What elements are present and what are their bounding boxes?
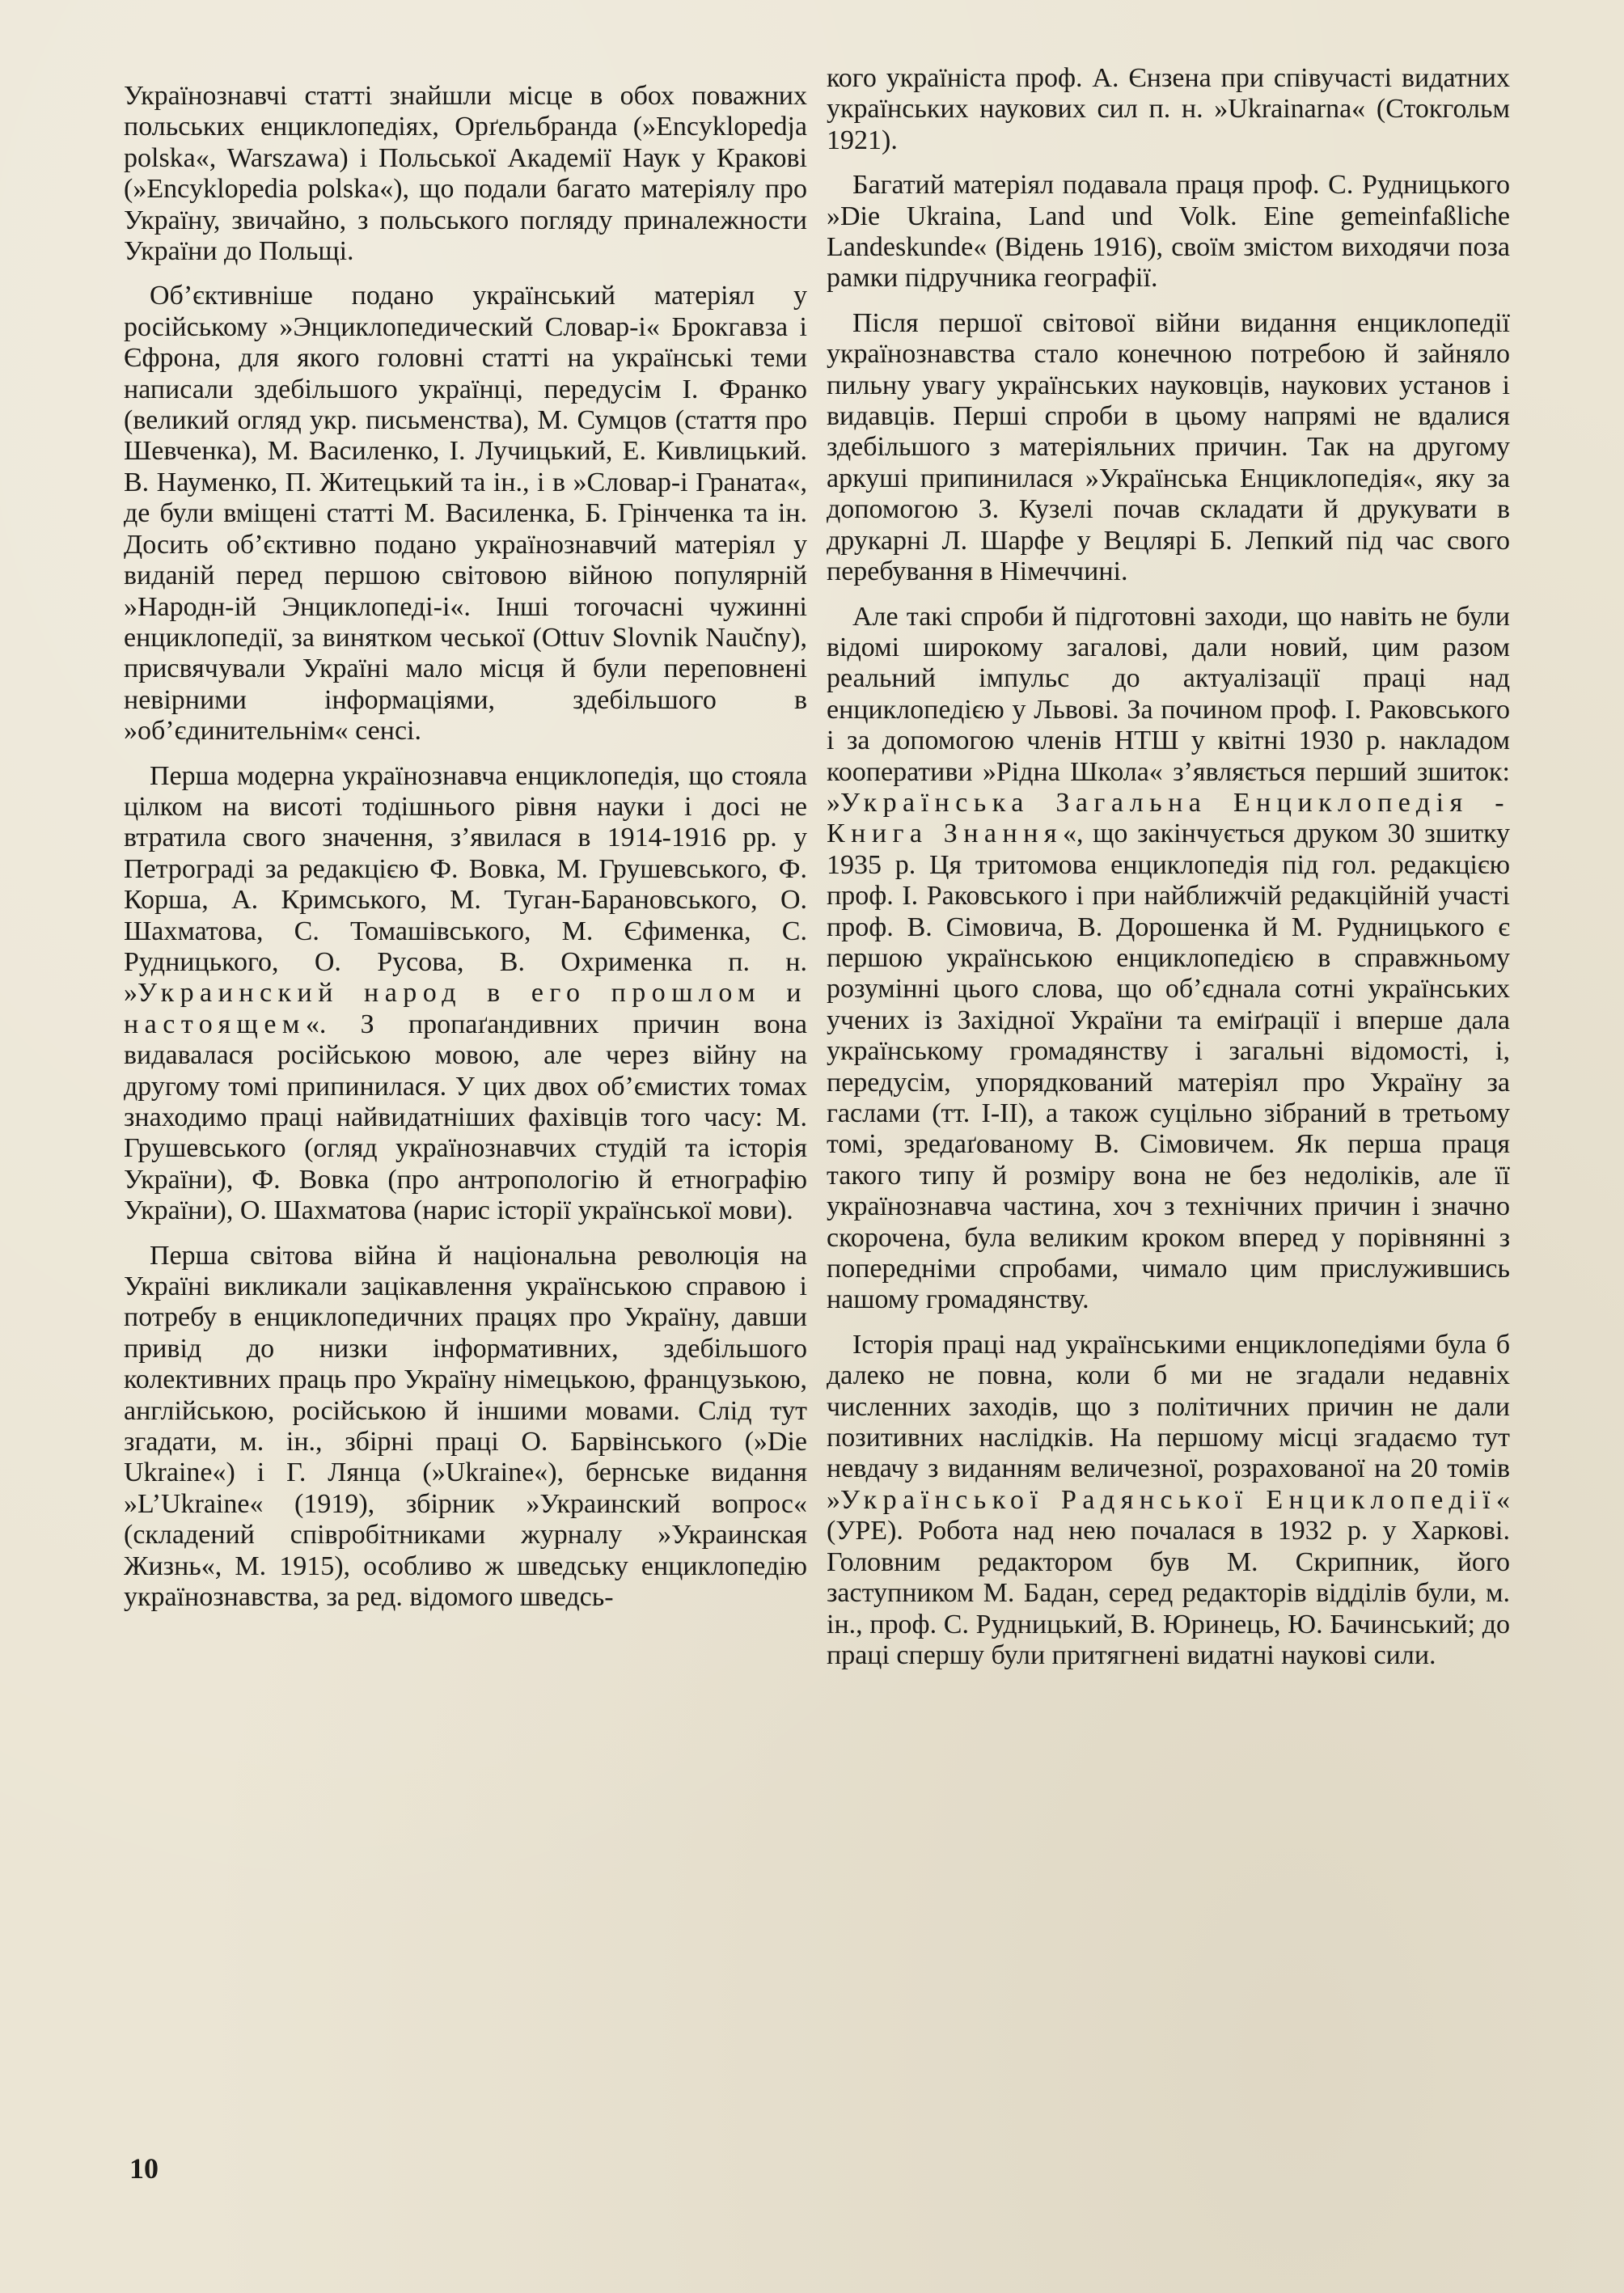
text-run: «. З пропаґандивних причин вона видавалася російською мовою, але через війну на другому томі припинилася. У цих двох об’ємистих томах знаходимо праці найвидатніших фахівців того часу: М. Грушевського (огляд українознавчих студій та історія України), Ф. Вовка (про антропологію й етнографію України), О. Шахматова (нарис історії української мови). bbox=[124, 1009, 807, 1226]
text-run: Історія праці над українськими енциклопедіями була б далеко не повна, коли б ми не згадали недавніх численних заходів, що з політичних причин не дали позитивних наслідків. На першому місці згадаємо тут невдачу з виданням величезної, розрахованої на 20 томів » bbox=[827, 1329, 1510, 1515]
page-number: 10 bbox=[129, 2152, 159, 2185]
paragraph: Перша світова війна й національна революція на Україні викликали зацікавлення українською справою і потребу в енциклопедичних працях про Україну, давши привід до низки інформативних, здебільшого колективних праць про Україну німецькою, французькою, англійською, російською й іншими мовами. Слід тут згадати, м. ін., збірні праці О. Барвінського (»Die Ukraine«) і Г. Лянца (»Ukraine«), бернське видання »L’Ukraine« (1919), збірник »Украинский вопрос« (складений співробітниками журналу »Украинская Жизнь«, М. 1915), особливо ж шведську енциклопедію українознавства, за ред. відомого шведсь- bbox=[124, 1240, 807, 1613]
spaced-title: Українська Загальна Енциклопедія - Книга Знання bbox=[827, 787, 1510, 849]
text-run: Перша модерна українознавча енциклопедія, що стояла цілком на висоті тодішнього рівня науки і досі не втратила свого значення, з’явилася в 1914-1916 рр. у Петрограді за редакцією Ф. Вовка, М. Грушевського, Ф. Корша, А. Кримського, М. Туган-Барановського, О. Шахматова, С. Томашівського, М. Єфименка, С. Рудницького, О. Русова, В. Охрименка п. н. » bbox=[124, 760, 807, 1009]
spaced-title: Украинский народ в его прошлом и настоящем bbox=[124, 978, 807, 1039]
paragraph bbox=[827, 1330, 1510, 1671]
paragraph: кого україніста проф. А. Єнзена при співучасті видатних українських наукових сил п. н. »Ukrainarna« (Стокгольм 1921). bbox=[827, 63, 1510, 155]
paragraph: Українознавчі статті знайшли місце в обох поважних польських енциклопедіях, Орґельбранда (»Encyklopedja polska«, Warszawa) і Польської Академії Наук у Кракові (»Encyklopedia polska«), що подали багато матеріялу про Україну, звичайно, з польського погляду приналежности України до Польщі. bbox=[124, 81, 807, 267]
paragraph: Багатий матеріял подавала праця проф. С. Рудницького »Die Ukraina, Land und Volk. Eine gemeinfaßliche Landeskunde« (Відень 1916), своїм змістом виходячи поза рамки підручника географії. bbox=[827, 170, 1510, 294]
paragraph bbox=[124, 761, 807, 1227]
left-column bbox=[124, 81, 807, 1627]
text-run: « (УРЕ). Робота над нею почалася в 1932 р. у Харкові. Головним редактором був М. Скрипник, його заступником М. Бадан, серед редакторів відділів були, м. ін., проф. С. Рудницький, В. Юринець, Ю. Бачинський; до праці спершу були притягнені видатні наукові сили. bbox=[827, 1484, 1510, 1670]
paragraph: Об’єктивніше подано український матеріял у російському »Энциклопедический Словар-і« Брокгавза і Єфрона, для якого головні статті на українські теми написали здебільшого українці, передусім І. Франко (великий огляд укр. письменства), М. Сумцов (стаття про Шевченка), М. Василенко, І. Лучицький, Е. Кивлицький. В. Науменко, П. Житецький та ін., і в »Словар-і Граната«, де були вміщені статті М. Василенка, Б. Грінченка та ін. Досить об’єктивно подано українознавчий матеріял у виданій перед першою світовою війною популярній »Народн-ій Энциклопеді-і«. Інші тогочасні чужинні енциклопедії, за винятком чеської (Ottuv Slovnik Naučny), присвячували Україні мало місця й були переповнені невірними інформаціями, здебільшого в »об’єдинительнім« сенсі. bbox=[124, 281, 807, 747]
text-run: Але такі спроби й підготовні заходи, що навіть не були відомі широкому загалові, дали новий, цим разом реальний імпульс до актуалізації праці над енциклопедією у Львові. За почином проф. І. Раковського і за допомогою членів НТШ у квітні 1930 р. накладом кооперативи »Рідна Школа« з’являється перший зшиток: » bbox=[827, 601, 1510, 818]
paragraph: Після першої світової війни видання енциклопедії українознавства стало конечною потребою й зайняло пильну увагу українських науковців, наукових установ і видавців. Перші спроби в цьому напрямі не вдалися здебільшого з матеріяльних причин. Так на другому аркуші припинилася »Українська Енциклопедія«, яку за допомогою З. Кузелі почав складати й друкувати в друкарні Л. Шарфе у Вецлярі Б. Лепкий під час свого перебування в Німеччині. bbox=[827, 307, 1510, 587]
text-run: «, що закінчується друком 30 зшитку 1935 р. Ця тритомова енциклопедія під гол. редакцією проф. І. Раковського і при найближчій редакційній участі проф. В. Сімовича, В. Дорошенка й М. Рудницького є першою українською енциклопедією в справжньому розумінні цього слова, що об’єднала сотні українських учених із Західної України та еміґрації і вперше дала українському громадянству і загальні відомості, і, передусім, упорядкований матеріял про Україну за гаслами (тт. І-ІІ), а також суцільно зібраний в третьому томі, зредаґованому В. Сімовичем. Як перша праця такого типу й розміру вона не без недоліків, але її українознавча частина, хоч з технічних причин і значно скорочена, була великим кроком вперед у порівнянні з попередніми спробами, чимало цим прислужившись нашому громадянству. bbox=[827, 819, 1510, 1315]
spaced-title: Української Радянської Енциклопедії bbox=[840, 1484, 1496, 1515]
paragraph bbox=[827, 602, 1510, 1316]
right-column bbox=[827, 63, 1510, 1685]
